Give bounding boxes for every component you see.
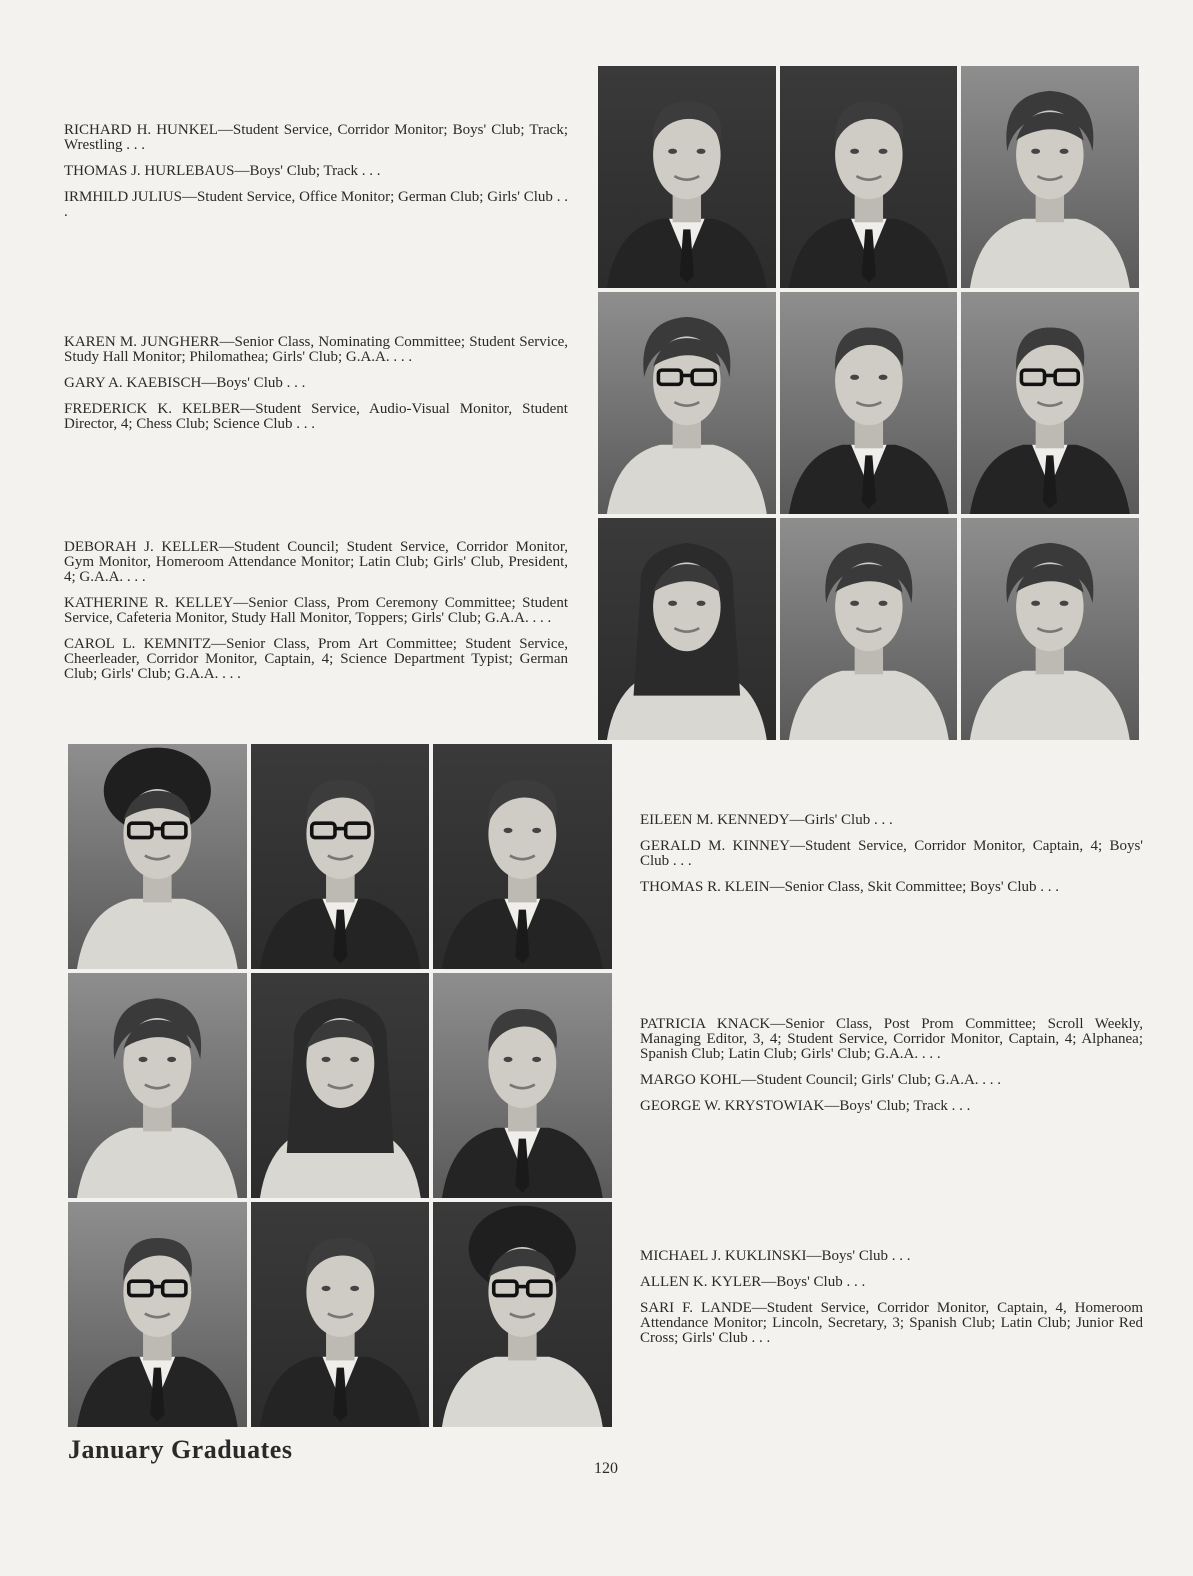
portrait-silhouette bbox=[961, 66, 1139, 288]
text-group-5 bbox=[640, 1017, 1143, 1125]
graduate-activities: Student Service, Audio-Visual Monitor, Student Director, 4; Chess Club; Science Club . . . bbox=[64, 401, 568, 432]
graduate-activities: Senior Class, Skit Committee; Boys' Club . . . bbox=[784, 879, 1059, 895]
graduate-entry bbox=[64, 376, 568, 391]
portrait-photo bbox=[961, 292, 1139, 514]
graduate-activities: Boys' Club . . . bbox=[776, 1274, 866, 1290]
portrait-silhouette bbox=[68, 744, 247, 969]
portrait-photo bbox=[68, 744, 247, 969]
name-separator: — bbox=[233, 595, 249, 611]
portrait-silhouette bbox=[251, 1202, 430, 1427]
portrait-photo bbox=[251, 973, 430, 1198]
portrait-photo bbox=[433, 744, 612, 969]
graduate-entry bbox=[64, 596, 568, 626]
graduate-entry bbox=[64, 637, 568, 682]
portrait-silhouette bbox=[68, 1202, 247, 1427]
text-group-4 bbox=[640, 813, 1143, 906]
name-separator: — bbox=[789, 812, 805, 828]
graduate-entry bbox=[640, 813, 1143, 828]
graduate-entry bbox=[64, 335, 568, 365]
graduate-name: KAREN M. JUNGHERR bbox=[64, 334, 220, 350]
name-separator: — bbox=[234, 163, 250, 179]
portrait-photo bbox=[68, 973, 247, 1198]
graduate-activities: Boys' Club; Track . . . bbox=[249, 163, 381, 179]
portrait-photo bbox=[251, 1202, 430, 1427]
graduate-activities: Senior Class, Post Prom Committee; Scroll Weekly, Managing Editor, 3, 4; Student Service, Corridor Monitor, Captain, 4; Alphanea; Spanish Club; Latin Club; Girls' Club; G.A.A. . . . bbox=[640, 1016, 1144, 1062]
graduate-entry bbox=[64, 190, 568, 220]
name-separator: — bbox=[181, 189, 197, 205]
graduate-activities: Girls' Club . . . bbox=[804, 812, 893, 828]
graduate-name: THOMAS J. HURLEBAUS bbox=[64, 163, 235, 179]
graduate-name: FREDERICK K. KELBER bbox=[64, 401, 241, 417]
portrait-photo bbox=[780, 292, 958, 514]
portrait-silhouette bbox=[433, 744, 612, 969]
portrait-grid-bottom bbox=[68, 744, 612, 1427]
name-separator: — bbox=[806, 1248, 822, 1264]
name-separator: — bbox=[211, 636, 227, 652]
graduate-activities: Senior Class, Nominating Committee; Student Service, Study Hall Monitor; Philomathea; Girls' Club; G.A.A. . . . bbox=[64, 334, 569, 365]
portrait-silhouette bbox=[68, 973, 247, 1198]
graduate-name: MARGO KOHL bbox=[640, 1072, 742, 1088]
portrait-photo bbox=[961, 518, 1139, 740]
portrait-silhouette bbox=[780, 66, 958, 288]
portrait-silhouette bbox=[780, 518, 958, 740]
name-separator: — bbox=[790, 838, 806, 854]
graduate-activities: Senior Class, Prom Ceremony Committee; Student Service, Cafeteria Monitor, Study Hall Monitor, Toppers; Girls' Club; G.A.A. . . . bbox=[64, 595, 568, 626]
name-separator: — bbox=[217, 122, 233, 138]
graduate-entry bbox=[640, 1017, 1143, 1062]
name-separator: — bbox=[219, 334, 235, 350]
name-separator: — bbox=[824, 1098, 840, 1114]
portrait-silhouette bbox=[961, 518, 1139, 740]
name-separator: — bbox=[751, 1300, 767, 1316]
graduate-name: GEORGE W. KRYSTOWIAK bbox=[640, 1098, 825, 1114]
portrait-photo bbox=[961, 66, 1139, 288]
graduate-name: ALLEN K. KYLER bbox=[640, 1274, 762, 1290]
graduate-entry bbox=[64, 123, 568, 153]
graduate-activities: Boys' Club . . . bbox=[216, 375, 306, 391]
section-title: January Graduates bbox=[68, 1435, 293, 1464]
graduate-activities: Boys' Club; Track . . . bbox=[839, 1098, 971, 1114]
graduate-activities: Student Service, Office Monitor; German Club; Girls' Club . . . bbox=[64, 189, 568, 220]
name-separator: — bbox=[240, 401, 256, 417]
portrait-grid-top bbox=[598, 66, 1139, 740]
portrait-photo bbox=[251, 744, 430, 969]
graduate-name: DEBORAH J. KELLER bbox=[64, 539, 219, 555]
graduate-entry bbox=[640, 880, 1143, 895]
portrait-photo bbox=[780, 518, 958, 740]
graduate-entry bbox=[640, 1275, 1143, 1290]
name-separator: — bbox=[761, 1274, 777, 1290]
portrait-silhouette bbox=[780, 292, 958, 514]
graduate-activities: Student Service, Corridor Monitor, Captain, 4, Homeroom Attendance Monitor; Lincoln, Secretary, 3; Spanish Club; Latin Club; Junior Red Cross; Girls' Club . . . bbox=[640, 1300, 1144, 1346]
graduate-activities: Student Service, Corridor Monitor, Captain, 4; Boys' Club . . . bbox=[640, 838, 1143, 869]
portrait-silhouette bbox=[961, 292, 1139, 514]
graduate-name: KATHERINE R. KELLEY bbox=[64, 595, 234, 611]
graduate-entry bbox=[64, 402, 568, 432]
portrait-photo bbox=[598, 292, 776, 514]
portrait-silhouette bbox=[598, 66, 776, 288]
graduate-entry bbox=[640, 1301, 1143, 1346]
name-separator: — bbox=[769, 879, 785, 895]
graduate-entry bbox=[640, 1073, 1143, 1088]
graduate-entry bbox=[640, 1099, 1143, 1114]
portrait-photo bbox=[598, 66, 776, 288]
portrait-photo bbox=[433, 1202, 612, 1427]
text-group-1 bbox=[64, 123, 568, 231]
graduate-name: MICHAEL J. KUKLINSKI bbox=[640, 1248, 807, 1264]
text-group-2 bbox=[64, 335, 568, 443]
portrait-silhouette bbox=[598, 518, 776, 740]
graduate-entry bbox=[64, 540, 568, 585]
graduate-name: THOMAS R. KLEIN bbox=[640, 879, 770, 895]
portrait-silhouette bbox=[433, 1202, 612, 1427]
name-separator: — bbox=[770, 1016, 786, 1032]
text-group-6 bbox=[640, 1249, 1143, 1357]
portrait-silhouette bbox=[251, 973, 430, 1198]
graduate-name: PATRICIA KNACK bbox=[640, 1016, 771, 1032]
graduate-activities: Student Council; Girls' Club; G.A.A. . . . bbox=[756, 1072, 1002, 1088]
portrait-silhouette bbox=[433, 973, 612, 1198]
portrait-silhouette bbox=[598, 292, 776, 514]
portrait-photo bbox=[433, 973, 612, 1198]
name-separator: — bbox=[201, 375, 217, 391]
graduate-activities: Senior Class, Prom Art Committee; Student Service, Cheerleader, Corridor Monitor, Captain, 4; Science Department Typist; German Club; Girls' Club; G.A.A. . . . bbox=[64, 636, 568, 682]
page-number: 120 bbox=[594, 1460, 618, 1477]
graduate-name: IRMHILD JULIUS bbox=[64, 189, 182, 205]
text-group-3 bbox=[64, 540, 568, 693]
portrait-photo bbox=[68, 1202, 247, 1427]
graduate-entry bbox=[640, 839, 1143, 869]
portrait-silhouette bbox=[251, 744, 430, 969]
name-separator: — bbox=[218, 539, 234, 555]
portrait-photo bbox=[598, 518, 776, 740]
graduate-entry bbox=[640, 1249, 1143, 1264]
graduate-entry bbox=[64, 164, 568, 179]
graduate-activities: Student Council; Student Service, Corridor Monitor, Gym Monitor, Homeroom Attendance Monitor; Latin Club; Girls' Club, President, 4; G.A.A. . . . bbox=[64, 539, 568, 585]
graduate-activities: Boys' Club . . . bbox=[821, 1248, 911, 1264]
graduate-name: GERALD M. KINNEY bbox=[640, 838, 791, 854]
graduate-name: CAROL L. KEMNITZ bbox=[64, 636, 212, 652]
graduate-name: RICHARD H. HUNKEL bbox=[64, 122, 218, 138]
portrait-photo bbox=[780, 66, 958, 288]
graduate-name: SARI F. LANDE bbox=[640, 1300, 752, 1316]
name-separator: — bbox=[741, 1072, 757, 1088]
graduate-name: GARY A. KAEBISCH bbox=[64, 375, 202, 391]
graduate-activities: Student Service, Corridor Monitor; Boys' Club; Track; Wrestling . . . bbox=[64, 122, 568, 153]
graduate-name: EILEEN M. KENNEDY bbox=[640, 812, 790, 828]
